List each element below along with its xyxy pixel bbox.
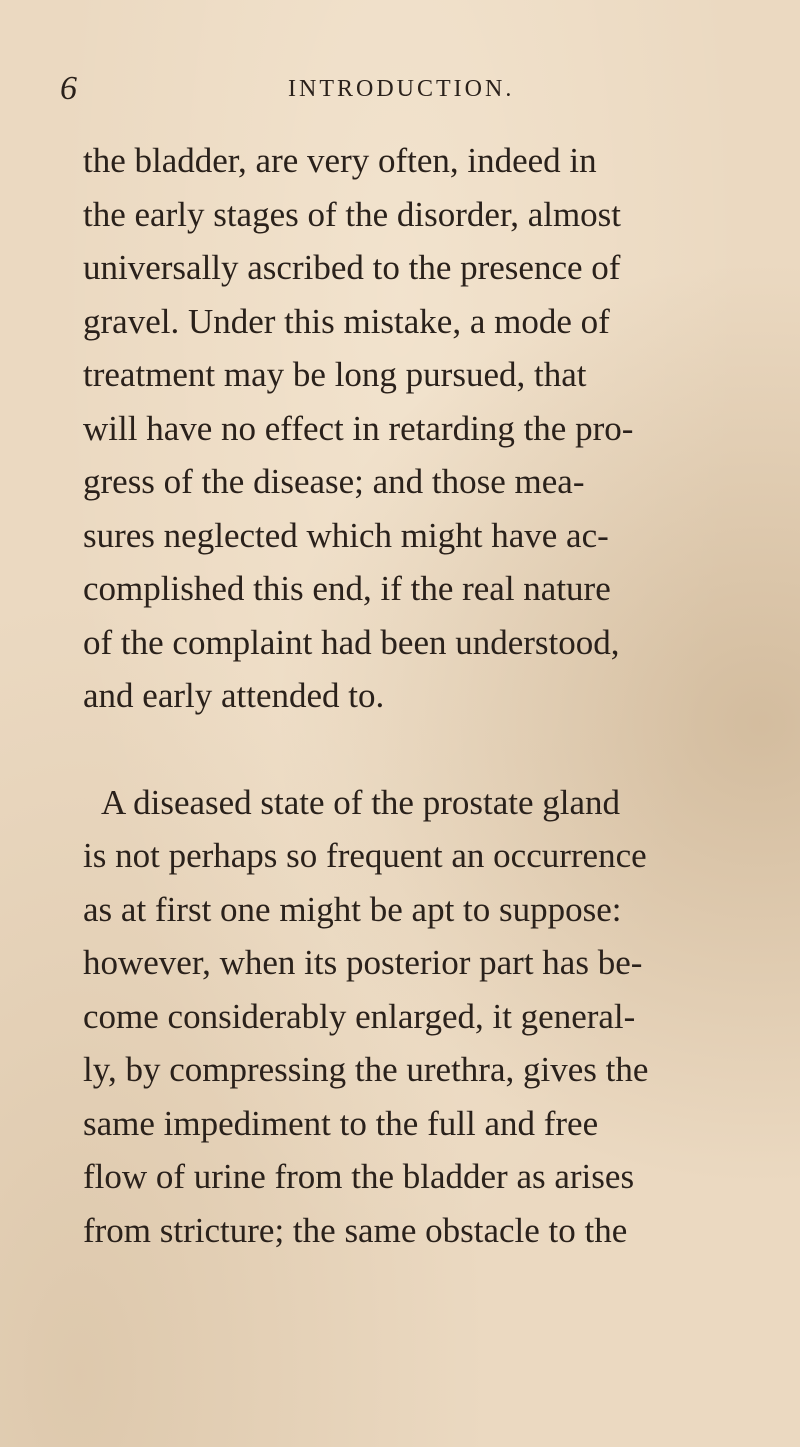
running-head-title: INTRODUCTION. [288,76,515,102]
text-line: sures neglected which might have ac- [83,515,609,555]
text-line: A diseased state of the prostate gland [101,782,621,822]
text-line: however, when its posterior part has be- [83,943,643,982]
text-line: as at first one might be apt to suppose: [83,889,622,929]
running-head [60,70,740,110]
text-line: ly, by compressing the urethra, gives the [83,1050,649,1089]
text-line: the early stages of the disorder, almost [83,194,622,234]
page-number: 6 [60,70,78,107]
text-line: treatment may be long pursued, that [83,355,587,394]
text-line: gravel. Under this mistake, a mode of [83,301,610,341]
text-line: flow of urine from the bladder as arises [83,1157,635,1196]
text-line: will have no effect in retarding the pro- [83,408,634,448]
text-line: from stricture; the same obstacle to the [83,1210,628,1250]
text-line: come considerably enlarged, it general- [83,996,636,1036]
text-line: and early attended to. [83,676,385,715]
text-line: is not perhaps so frequent an occurrence [83,836,647,875]
text-line: of the complaint had been understood, [83,622,620,662]
text-line: complished this end, if the real nature [83,569,611,608]
text-line: gress of the disease; and those mea- [83,462,585,501]
paragraph [83,776,763,1258]
text-line: same impediment to the full and free [83,1103,599,1143]
text-line: universally ascribed to the presence of [83,248,621,287]
paragraph [83,134,763,723]
text-line: the bladder, are very often, indeed in [83,141,597,180]
paragraph-spacer [83,723,763,776]
body-text [83,134,763,1257]
